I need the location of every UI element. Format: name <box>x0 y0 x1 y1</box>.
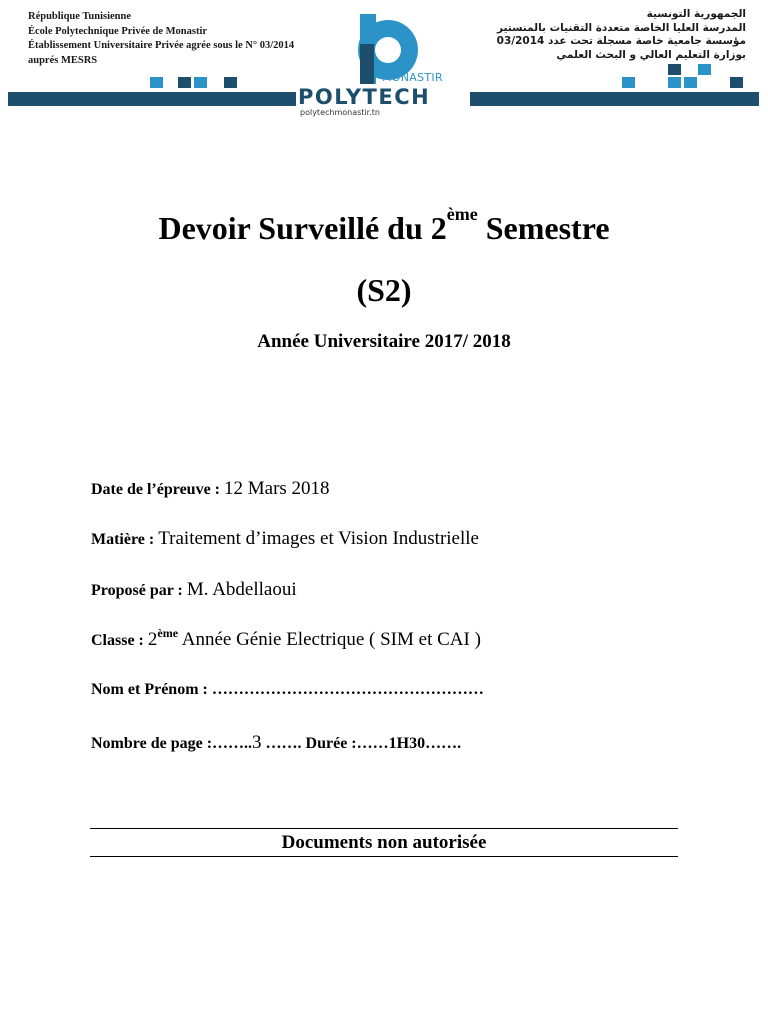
decor-square <box>178 77 191 88</box>
field-label: Nom et Prénom : <box>91 681 212 698</box>
field-classe <box>91 626 481 651</box>
field-value: Traitement d’images et Vision Industrielle <box>158 528 479 549</box>
field-propose <box>91 579 297 601</box>
field-label: Proposé par : <box>91 582 187 599</box>
field-value-num: 2 <box>147 629 158 650</box>
exam-title <box>0 204 768 247</box>
decor-square <box>668 77 681 88</box>
header-left-line: École Polytechnique Privée de Monastir <box>28 25 208 37</box>
school-url: polytechmonastir.tn <box>300 108 380 117</box>
notice-bottom-rule <box>90 856 678 857</box>
decor-square <box>150 77 163 88</box>
header-right-line: المدرسة العليا الخاصة متعددة التقنيات بالمنستير <box>497 21 746 34</box>
academic-year: Année Universitaire 2017/ 2018 <box>257 331 511 352</box>
header-left-line: auprés MESRS <box>28 54 98 66</box>
decor-square <box>730 77 743 88</box>
notice-top-rule <box>90 828 678 829</box>
field-label: Classe : <box>91 632 148 649</box>
title-suffix: Semestre <box>477 210 610 246</box>
field-matiere <box>91 528 479 550</box>
field-value: M. Abdellaoui <box>186 579 297 600</box>
documents-notice: Documents non autorisée <box>281 832 487 853</box>
field-label: Date de l’épreuve : <box>91 481 224 498</box>
header-left-line: Établissement Universitaire Privée agrée sous le N° 03/2014 <box>28 40 295 51</box>
field-value: 12 Mars 2018 <box>224 478 330 499</box>
header-right-line: بوزارة التعليم العالي و البحث العلمي <box>556 48 746 61</box>
field-date <box>91 478 330 500</box>
decor-square <box>684 77 697 88</box>
logo-subtitle: MONASTIR <box>382 71 443 84</box>
field-nom <box>91 681 484 699</box>
field-value: 3 <box>252 732 262 753</box>
field-value: Année Génie Electrique ( SIM et CAI ) <box>178 629 481 650</box>
field-label: Matière : <box>91 531 159 548</box>
field-dotted-blank: …………………………………………… <box>211 681 484 698</box>
title-prefix: Devoir Surveillé du 2 <box>158 210 447 246</box>
header-left-line: République Tunisienne <box>28 11 132 22</box>
header-right-line: الجمهورية التونسية <box>646 8 746 20</box>
decor-square <box>224 77 237 88</box>
field-pages-duree <box>91 732 461 754</box>
field-label: ……. Durée :……1H30……. <box>261 735 462 752</box>
title-superscript: ème <box>446 204 478 224</box>
field-superscript: ème <box>157 626 179 640</box>
decor-square <box>698 64 711 75</box>
field-label: Nombre de page :…….. <box>91 735 253 752</box>
decor-square <box>194 77 207 88</box>
header-right-line: مؤسسة جامعية خاصة مسجلة تحت عدد 03/2014 <box>496 35 746 47</box>
decor-square <box>622 77 635 88</box>
decor-square <box>668 64 681 75</box>
logo-word: POLYTECH <box>298 85 431 109</box>
exam-subtitle: (S2) <box>356 272 412 308</box>
